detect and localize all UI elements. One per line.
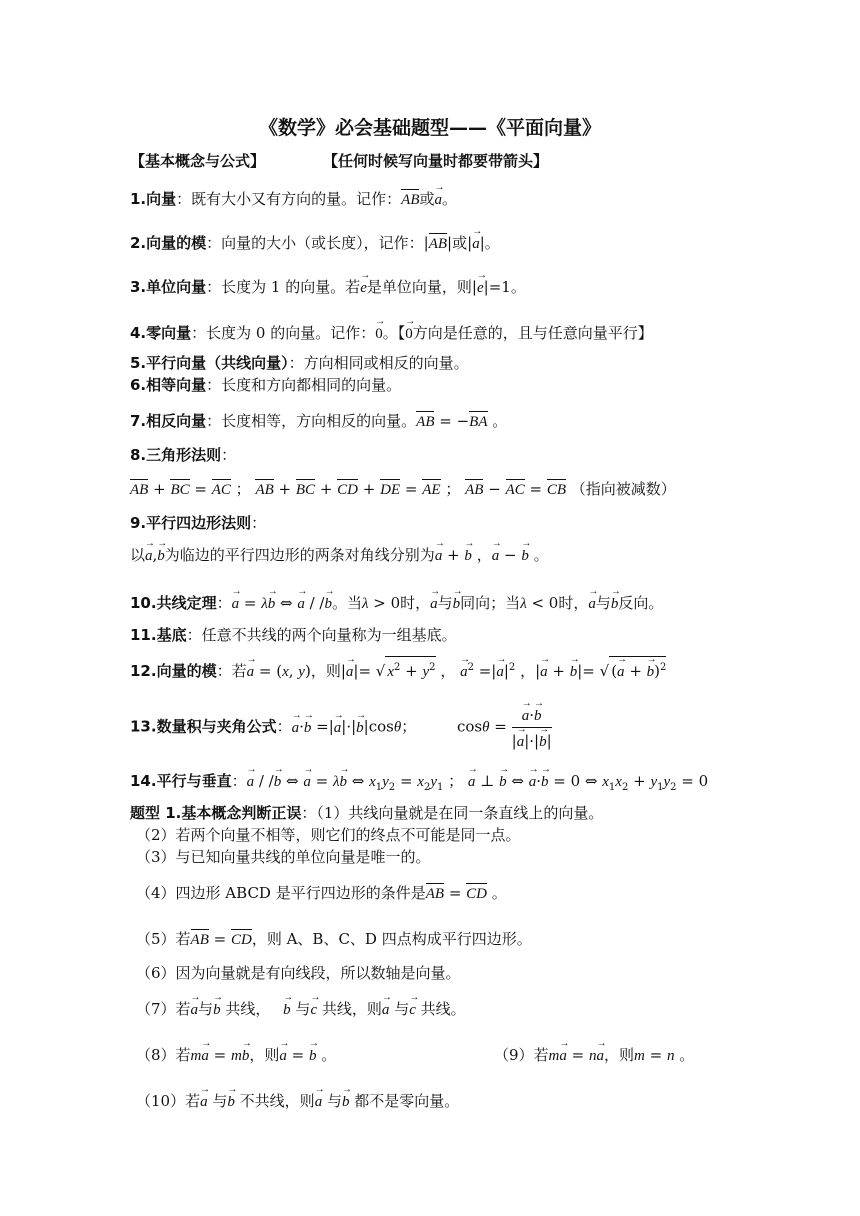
item-equal: 6.相等向量：长度和方向都相同的向量。 — [130, 376, 402, 394]
section-heading: 【基本概念与公式】 — [130, 152, 266, 170]
item-modulus-formula: 12.向量的模：若→ a = (x, y)，则|→ a|= √ $x^2 + y^2$ ， → $a^2$ =|→ $a|^2$ ，|→ a + → b|= √ (→ a + → b)$^2$ — [130, 656, 666, 683]
arrow-note: 【任何时候写向量时都要带箭头】 — [323, 152, 549, 170]
problem-5: （5）若AB = CD，则 A、B、C、D 四点构成平行四边形。 — [136, 930, 532, 948]
item-parallel-perpendicular: 14.平行与垂直：→ a / /→ b ⇔ → a = λ→ b ⇔ $x_1y_2 = x_2y_1$ ； → a ⊥ → b ⇔ → a·→ b = 0 ⇔ $x_1x_2 + y_1y_2 = 0$ — [130, 768, 708, 799]
problem-2: （2）若两个向量不相等，则它们的终点不可能是同一点。 — [136, 826, 521, 844]
problem-4: （4）四边形 ABCD 是平行四边形的条件是AB = CD 。 — [136, 884, 507, 902]
item-dot-product: 13.数量积与夹角公式：→ a·→ b =|→ a|·|→ b|cosθ； cosθ = → $\frac{a\cdot\to b}{|\to a|\cdot|\to b|}$ — [130, 702, 552, 753]
item-triangle-rule: 8.三角形法则： — [130, 446, 237, 464]
item-vector: 1.向量：既有大小又有方向的量。记作：AB或→ a。 — [130, 186, 457, 211]
page-title: 《数学》必会基础题型——《平面向量》 — [258, 117, 601, 139]
problem-10: （10）若→ a 与→ b 不共线，则→ a 与→ b 都不是零向量。 — [136, 1088, 459, 1113]
section-header-row — [130, 150, 548, 172]
triangle-formulas: AB + BC = AC ； AB + BC + CD + DE = AE ； AB − AC = CB （指向被减数） — [130, 480, 676, 498]
parallelogram-text: 以→ a,→ b为临边的平行四边形的两条对角线分别为→ a + → b ，→ a − → b 。 — [130, 542, 549, 567]
problem-7: （7）若→ a与→ b 共线， → b 与→ c 共线，则→ a 与→ c 共线。 — [136, 996, 466, 1021]
problem-1: 题型 1.基本概念判断正误：（1）共线向量就是在同一条直线上的向量。 — [130, 804, 604, 822]
problem-6: （6）因为向量就是有向线段，所以数轴是向量。 — [136, 964, 461, 982]
item-collinear-theorem: 10.共线定理：→ a = λ→ b ⇔ → a / /→ b。当λ > 0时，→ a与→ b同向；当λ < 0时，→ a与→ b反向。 — [130, 590, 663, 615]
item-opposite: 7.相反向量：长度相等，方向相反的向量。AB = −BA 。 — [130, 412, 508, 430]
item-basis: 11.基底：任意不共线的两个向量称为一组基底。 — [130, 626, 457, 644]
item-zero-vector: 4.零向量：长度为 0 的向量。记作：→ 0。【→ 0方向是任意的，且与任意向量平行】 — [130, 320, 653, 345]
problem-3: （3）与已知向量共线的单位向量是唯一的。 — [136, 848, 431, 866]
problem-8: （8）若m→ a = m→ b，则→ a = → b 。 — [136, 1042, 336, 1067]
item-parallelogram-rule: 9.平行四边形法则： — [130, 514, 267, 532]
item-modulus: 2.向量的模：向量的大小（或长度），记作：|AB|或|→ a|。 — [130, 230, 500, 255]
problem-9: （9）若m→ a = n→ a，则m = n 。 — [494, 1042, 694, 1067]
item-parallel: 5.平行向量（共线向量）：方向相同或相反的向量。 — [130, 354, 469, 372]
item-unit-vector: 3.单位向量：长度为 1 的向量。若→ e是单位向量，则|→ e|=1。 — [130, 274, 526, 299]
